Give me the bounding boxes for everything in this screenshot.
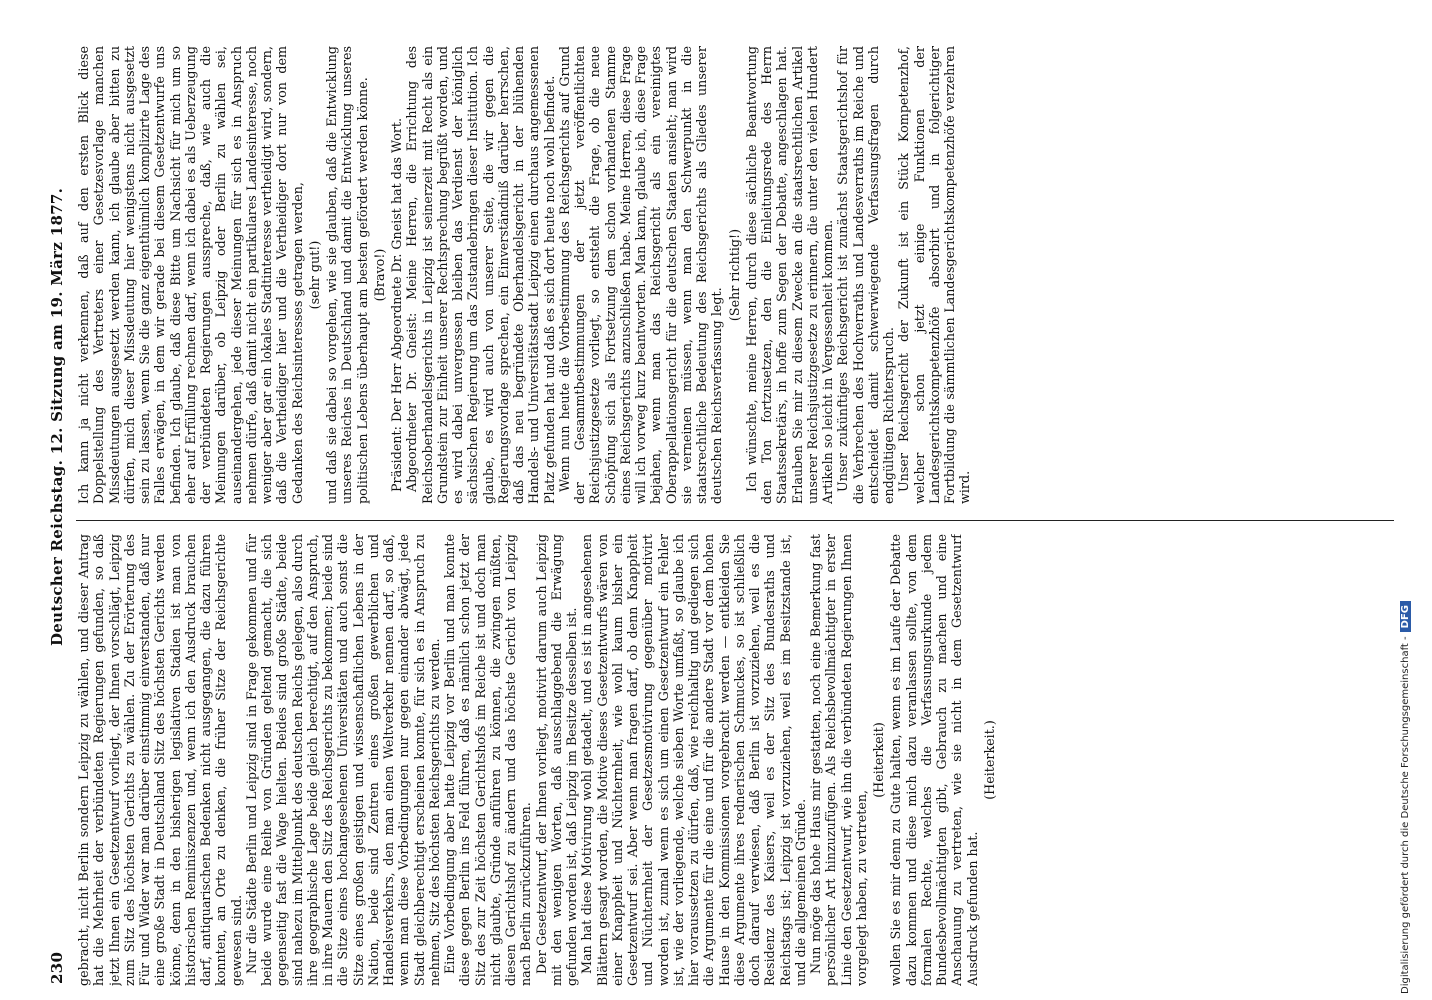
page-title: Deutscher Reichstag. 12. Sitzung am 19. März 1877. [48,187,66,646]
column-divider [76,520,1394,521]
paragraph: und daß sie dabei so vorgehen, wie sie glauben, daß die Entwicklung unseres Reiches in Deutschland und damit die Entwicklung unseres politischen Lebens überhaupt am besten gefördert werden könne. [324,46,370,504]
running-header [46,44,72,986]
paragraph: Der Gesetzentwurf, der Ihnen vorliegt, motivirt darum auch Leipzig mit den wenigen Worten, daß ausschlaggebend die Erwägung gefunden worden ist, daß Leipzig im Besitze desselben ist. [533,534,579,986]
paragraph: Ich wünschte, meine Herren, durch diese sächliche Beantwortung den Ton fortzusetzen, den die Einleitungsrede des Herrn Staatssekretärs, in hoffe zum Segen der Debatte, angeschlagen hat. Erlauben Sie mir zu diesem Zwecke an die staatsrechtlichen Artikel unserer Reichsjustizgesetze zu erinnern, die unter den vielen Hundert Artikeln so leicht in Vergessenheit kommen. [743,46,835,504]
digitization-note: Digitalisierung gefördert durch die Deutsche Forschungsgemeinschaft - [1400,636,1411,994]
paragraph: gebracht, nicht Berlin sondern Leipzig zu wählen, und dieser Antrag hat die Mehrheit der verbündeten Regierungen gefunden, so daß jetzt Ihnen ein Gesetzentwurf vorliegt, der Ihnen vorschlägt, Leipzig zum Sitz des höchsten Gerichts zu wählen. Zu der Erörterung des Für und Wider war man darüber einstimmig einverstanden, daß nur eine große Stadt in Deutschland Sitz des höchsten Gerichts werden könne, denn in den bisherigen legislativen Stadien ist man von historischen Reminiszenzen und, wenn ich den Ausdruck brauchen darf, antiquarischen Bedenken nicht ausgegangen, die dazu führen konnten, an Orte zu denken, die früher Sitze der Reichsgerichte gewesen sind. [76,534,244,986]
approval-note: (Sehr richtig!) [726,228,742,322]
paragraph: Abgeordneter Dr. Gneist: Meine Herren, die Errichtung des Reichsoberhandelsgerichts in Leipzig ist seinerzeit mit Recht als ein Grundstein zur Einheit unserer Rechtsprechung begrüßt worden, und es wird dabei unvergessen bleiben das Verdienst der königlich sächsischen Regierung um das Zustandebringen dieser Institution. Ich glaube, es wird auch von unserer Seite, die wir gegen die Regierungsvorlage sprechen, ein Einverständniß darüber herrschen, daß das neu begründete Oberhandelsgericht in der blühenden Handels- und Universitätsstadt Leipzig einen durchaus angemessenen Platz gefunden hat und daß es sich dort heute noch wohl befindet. [404,46,557,504]
paragraph: Unser Reichsgericht der Zukunft ist ein Stück Kompetenzhof, welcher schon jetzt einige Funktionen der Landesgerichtskompetenzhöfe absorbirt und in folgerichtiger Fortbildung die sämmtlichen Landesgerichtskompetenzhöfe verzehren wird. [896,46,973,504]
president-statement: Präsident: Der Herr Abgeordnete Dr. Gneist hat das Wort. [389,117,404,492]
laughter-note: (Heiterkeit) [871,722,886,798]
page-number: 230 [48,951,66,984]
rotated-page-content [46,44,1398,986]
paragraph: Eine Vorbedingung aber hatte Leipzig vor Berlin und man konnte diese gegen Berlin ins Feld führen, daß es nämlich schon jetzt der Sitz des zur Zeit höchsten Gerichtshofs im Reiche ist und doch man nicht glaubte, Gründe anführen zu können, die zwingen müßten, diesen Gerichtshof zu ändern und das höchste Gericht von Leipzig nach Berlin zurückzuführen. [442,534,534,986]
paragraph: Ich kann ja nicht verkennen, daß auf den ersten Blick diese Doppelstellung des Vertreters einer Gesetzesvorlage manchen Missdeutungen ausgesetzt werden kann, ich glaube aber bitten zu dürfen, mich dieser Missdeutung hier wenigstens nicht ausgesetzt sein zu lassen, wenn Sie die ganz eigenthümlich komplizirte Lage des Falles erwägen, in dem wir gerade bei diesem Gesetzentwurfe uns befinden. Ich glaube, daß diese Bitte um Nachsicht für mich um so eher auf Erfüllung rechnen darf, wenn ich dabei es als Ueberzeugung der verbündeten Regierungen ausspreche, daß, wie auch die Meinungen darüber, ob Leipzig oder Berlin zu wählen sei, auseinandergehen, jede dieser Meinungen für sich es in Anspruch nehmen dürfe, daß damit nicht ein partikulares Landesinteresse, noch weniger aber gar ein lokales Stadtinteresse vertheidigt wird, sondern, daß die Vertheidiger hier und die Vertheidiger dort nur von dem Gedanken des Reichsinteresses getragen werden, [76,46,305,504]
approval-note: (sehr gut!) [306,240,322,310]
paragraph: Nun möge das hohe Haus mir gestatten, noch eine Bemerkung fast persönlicher Art hinzuzufügen. Als Reichsbevollmächtigter in erster Linie den Gesetzentwurf, wie ihn die verbündeten Regierungen Ihnen vorgelegt haben, zu vertreten, [808,534,869,986]
text-column-right [76,46,1394,504]
paragraph: Wenn nun heute die Vorbestimmung des Reichsgerichts auf Grund der Gesammtbestimmungen der jetzt veröffentlichten Reichsjustizgesetze vorliegt, so entsteht die Frage, ob die neue Schöpfung sich als Fortsetzung dem schon vorhandenen Stamme eines Reichsgerichts anzuschließen habe. Meine Herren, diese Frage will ich vorweg kurz beantworten. Man kann, glaube ich, diese Frage bejahen, wenn man das Reichsgericht als ein vereinigtes Oberappellationsgericht für die deutschen Staaten ansieht; man wird sie verneinen müssen, wenn man den Schwerpunkt in die staatsrechtliche Bedeutung des Reichsgerichts als Gliedes unserer deutschen Reichsverfassung legt. [556,46,725,504]
bravo-note: (Bravo!) [371,248,387,302]
text-column-left [76,534,1394,986]
laughter-note-end: (Heiterkeit.) [981,720,997,800]
digitization-credit [1400,394,1420,994]
paragraph: Man hat diese Motivirung wohl getadelt, und es ist in angesehenen Blättern gesagt worden, die Motive dieses Gesetzentwurfs wären von einer Knappheit und Nüchternheit, wie wohl kaum bisher ein Gesetzentwurf sei. Aber wenn man fragen darf, ob denn Knappheit und Nüchternheit der Gesetzesmotivirung gegenüber motivirt worden ist, zumal wenn es sich um einen Gesetzentwurf ein Fehler ist, wie der vorliegende, welche sieben Worte umfaßt, so glaube ich hier voraussetzen zu dürfen, daß, wie reichhaltig und gediegen sich die Argumente für die eine und für die andere Stadt vor dem hohen Hause in den Kommissionen vorgebracht werden — entkleiden Sie diese Argumente ihres rednerischen Schmuckes, so ist schließlich doch darauf verwiesen, daß Berlin ist vorzuziehen, weil es die Residenz des Kaisers, weil es der Sitz des Bundesraths und Reichstags ist; Leipzig ist vorzuziehen, weil es im Besitzstande ist, und die allgemeinen Gründe. [579,534,808,986]
paragraph: wollen Sie es mir denn zu Gute halten, wenn es im Laufe der Debatte dazu kommen und diese mich dazu veranlassen sollte, von dem formalen Rechte, welches die Verfassungsurkunde jedem Bundesbevollmächtigten gibt, Gebrauch zu machen und eine Anschauung zu vertreten, wie sie nicht in dem Gesetzentwurf Ausdruck gefunden hat. [888,534,980,986]
paragraph: Unser zukünftiges Reichsgericht ist zunächst Staatsgerichtshof für die Verbrechen des Hochverraths und Landesverraths im Reiche und entscheidet damit schwerwiegende Verfassungsfragen durch endgültigen Richterspruch. [835,46,896,504]
paragraph: Nur die Städte Berlin und Leipzig sind in Frage gekommen und für beide wurde eine Reihe von Gründen geltend gemacht, die sich gegenseitig fast die Wage hielten. Beides sind große Städte, beide sind nahezu im Mittelpunkt des deutschen Reichs gelegen, also durch ihre geographische Lage beide gleich berechtigt, auf den Anspruch, in ihre Mauern den Sitz des Reichsgerichts zu bekommen; beide sind die Sitze eines hochangesehenen Universitäten und auch sonst die Sitze eines großen geistigen und wissenschaftlichen Lebens in der Nation, beide sind Zentren eines großen gewerblichen und Handelsverkehrs, den man einen Weltverkehr nennen darf, so daß, wenn man diese Vorbedingungen nur gegen einander abwägt, jede Stadt gleichberechtigt erscheinen konnte, für sich es in Anspruch zu nehmen, Sitz des höchsten Reichsgerichts zu werden. [243,534,442,986]
dfg-logo: DFG [1400,601,1411,632]
